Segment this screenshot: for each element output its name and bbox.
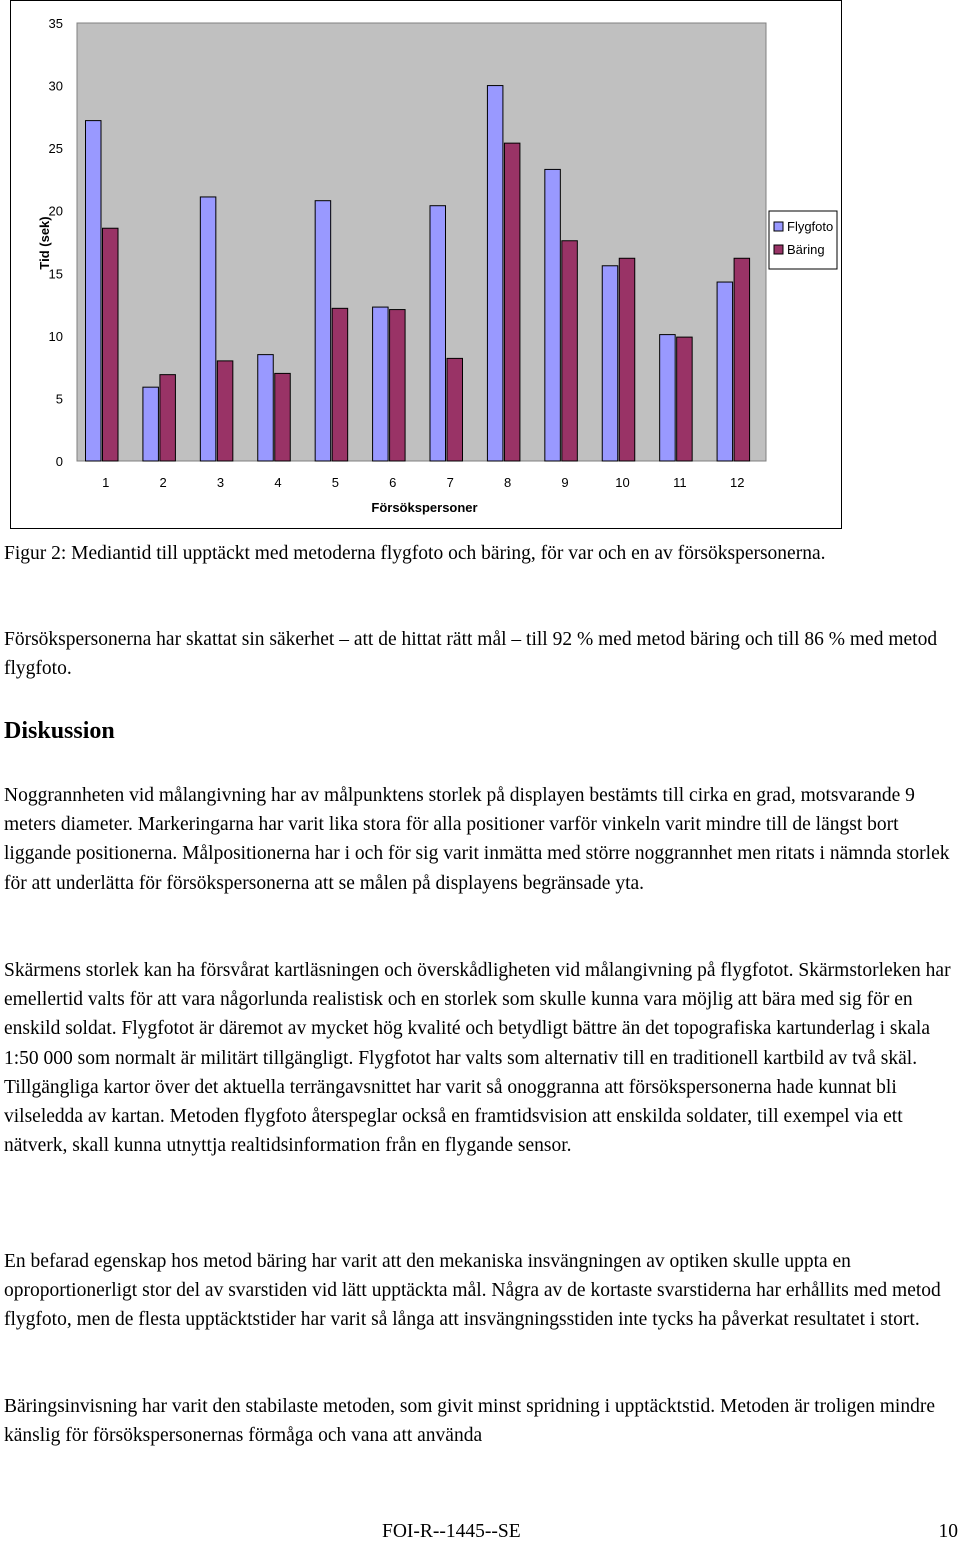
bar-flygfoto bbox=[430, 206, 446, 461]
paragraph-confidence bbox=[4, 625, 956, 683]
chart-frame bbox=[10, 0, 842, 529]
y-tick-label: 25 bbox=[48, 141, 63, 157]
y-tick-label: 35 bbox=[48, 16, 63, 31]
x-tick-label: 7 bbox=[446, 475, 454, 490]
x-tick-label: 12 bbox=[730, 475, 745, 490]
bar-baring bbox=[275, 373, 291, 461]
paragraph-text: Skärmens storlek kan ha försvårat kartläsningen och överskådligheten vid målangivning på flygfotot. Skärmstorleken har emellertid valts för att vara någorlunda realistisk och en storlek som skulle kunna vara möjlig att bära med sig för en enskild soldat. Flygfotot är däremot av mycket hög kvalité och betydligt bättre än det topografiska kartunderlag i skala 1:50 000 som normalt är militärt tillgängligt. Flygfotot har valts som alternativ till en traditionell kartbild av två skäl. Tillgängliga kartor över det aktuella terrängavsnittet har varit så onoggranna att försökspersonerna hade kunnat bli vilseledda av kartan. Metoden flygfoto återspeglar också en framtidsvision att enskilda soldater, till exempel via ett nätverk, skall kunna utnyttja realtidsinformation från en flygande sensor. bbox=[4, 960, 951, 1157]
paragraph-bearing-stability bbox=[4, 1392, 956, 1450]
y-tick-label: 30 bbox=[48, 78, 63, 94]
y-axis-title: Tid (sek) bbox=[37, 216, 52, 270]
y-tick-label: 15 bbox=[48, 266, 63, 282]
paragraph-text: En befarad egenskap hos metod bäring har varit att den mekaniska insvängningen av optiken skulle uppta en oproportionerligt stor del av svarstiden vid lätt upptäckta mål. Några av de kortaste svarstiderna har erhållits med metod flygfoto, men de flesta upptäcktstider har varit så långa att insvängningsstiden inte tycks ha påverkat resultatet i stort. bbox=[4, 1251, 941, 1331]
paragraph-text: Försökspersonerna har skattat sin säkerhet – att de hittat rätt mål – till 92 % med metod bäring och till 86 % med metod flygfoto. bbox=[4, 629, 938, 680]
bar-baring bbox=[447, 358, 463, 461]
y-tick-label: 0 bbox=[55, 454, 63, 469]
bar-baring bbox=[619, 258, 635, 461]
bar-baring bbox=[504, 143, 519, 461]
bar-baring bbox=[677, 337, 693, 461]
figure-caption bbox=[4, 539, 956, 568]
x-tick-label: 10 bbox=[615, 475, 630, 490]
legend-swatch bbox=[774, 222, 783, 231]
x-tick-label: 6 bbox=[389, 475, 397, 490]
x-tick-label: 8 bbox=[504, 475, 512, 490]
paragraph-screen-size bbox=[4, 956, 956, 1160]
x-tick-label: 4 bbox=[274, 475, 282, 490]
x-tick-label: 11 bbox=[673, 475, 687, 490]
bar-flygfoto bbox=[86, 121, 102, 461]
bar-flygfoto bbox=[487, 86, 503, 461]
bar-baring bbox=[217, 361, 233, 461]
bar-baring bbox=[103, 228, 119, 461]
legend-label: Bäring bbox=[787, 242, 825, 257]
x-tick-label: 5 bbox=[331, 475, 339, 490]
paragraph-bearing-property bbox=[4, 1247, 956, 1335]
caption-text: Figur 2: Mediantid till upptäckt med metoderna flygfoto och bäring, för var och en av försökspersonerna. bbox=[4, 543, 826, 564]
bar-baring bbox=[332, 308, 348, 461]
bar-chart bbox=[11, 1, 843, 530]
bar-baring bbox=[562, 241, 578, 461]
x-tick-label: 3 bbox=[216, 475, 225, 490]
bar-baring bbox=[734, 258, 750, 461]
bar-flygfoto bbox=[545, 169, 561, 461]
bar-flygfoto bbox=[143, 387, 159, 461]
paragraph-accuracy bbox=[4, 781, 956, 898]
section-heading: Diskussion bbox=[4, 718, 115, 744]
paragraph-text: Noggrannheten vid målangivning har av målpunktens storlek på displayen bestämts till cirka en grad, motsvarande 9 meters diameter. Markeringarna har varit lika stora för alla positioner varför vinkeln varit mindre till de längst bort liggande positionerna. Målpositionerna har i och för sig varit inmätta med större noggrannhet men ritats i nämnda storlek för att underlätta för försökspersonerna att se målen på displayens begränsade yta. bbox=[4, 785, 950, 894]
bar-flygfoto bbox=[258, 355, 274, 461]
bar-baring bbox=[160, 375, 176, 461]
footer-page-number: 10 bbox=[938, 1521, 958, 1542]
footer-document-number: FOI-R--1445--SE bbox=[382, 1521, 521, 1542]
legend-swatch bbox=[774, 245, 783, 254]
bar-flygfoto bbox=[660, 335, 676, 461]
x-axis-title: Försökspersoner bbox=[371, 500, 478, 515]
bar-baring bbox=[390, 310, 406, 461]
bar-flygfoto bbox=[602, 266, 618, 461]
x-tick-label: 1 bbox=[102, 475, 110, 490]
bar-flygfoto bbox=[315, 201, 331, 461]
y-tick-label: 5 bbox=[55, 391, 63, 407]
x-tick-label: 9 bbox=[561, 475, 569, 490]
bar-flygfoto bbox=[717, 282, 733, 461]
y-tick-label: 10 bbox=[48, 328, 63, 344]
bar-flygfoto bbox=[200, 197, 216, 461]
paragraph-text: Bäringsinvisning har varit den stabilaste metoden, som givit minst spridning i upptäcktstid. Metoden är troligen mindre känslig för försökspersonernas förmåga och vana att använda bbox=[4, 1396, 935, 1447]
x-tick-label: 2 bbox=[159, 475, 167, 490]
y-tick-label: 20 bbox=[48, 203, 63, 219]
bar-flygfoto bbox=[373, 307, 389, 461]
legend-label: Flygfoto bbox=[787, 219, 834, 234]
